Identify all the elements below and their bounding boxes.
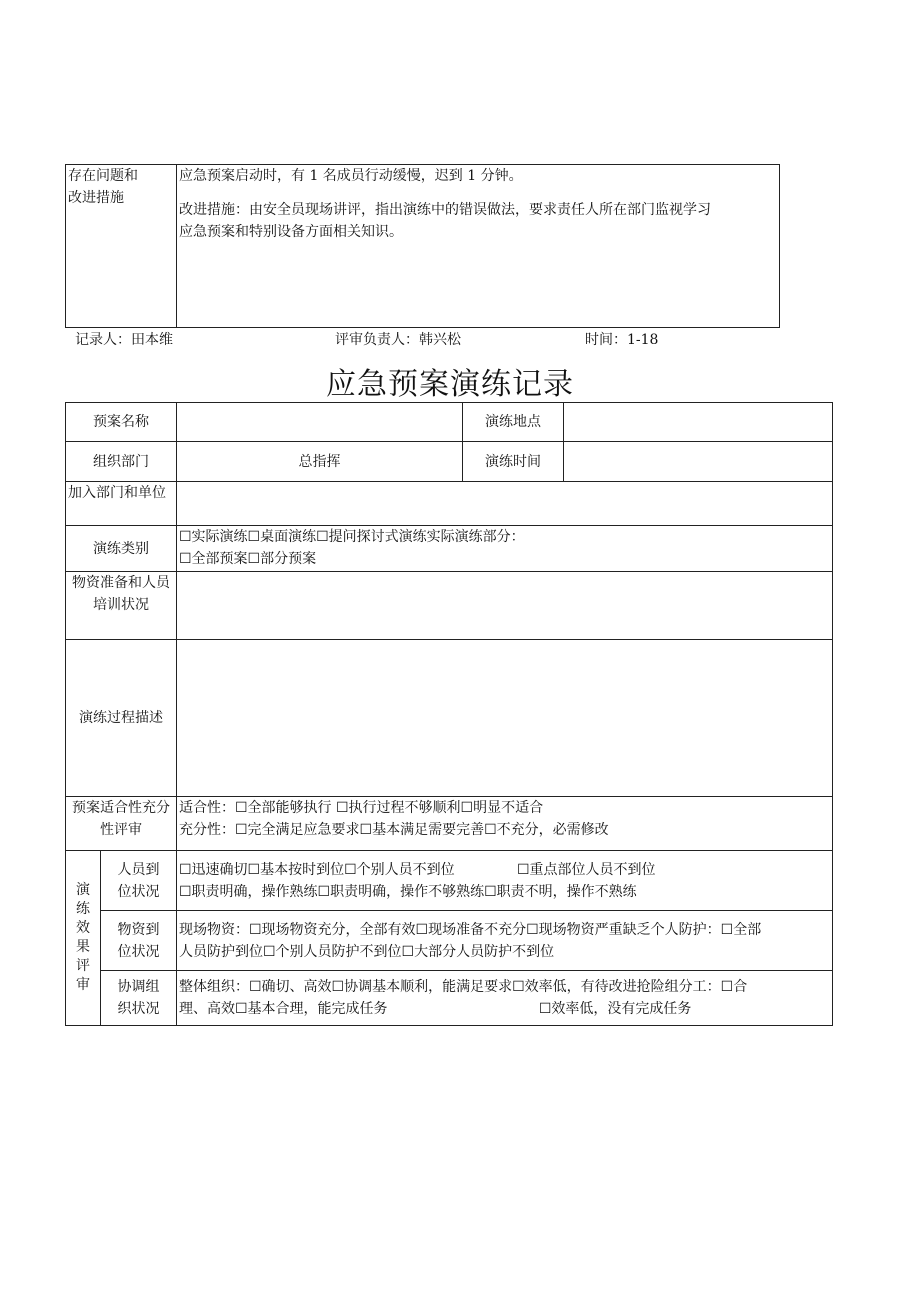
drill-time-value: [564, 442, 833, 482]
reviewer: 评审负责人：韩兴松: [335, 332, 461, 348]
coordination-line2: 理、高效☐基本合理，能完成任务 ☐效率低，没有完成任务: [179, 1001, 692, 1017]
coordination-label-line1: 协调组: [117, 979, 160, 995]
effect-label-char: 评: [76, 958, 90, 974]
effect-label-char: 效: [76, 920, 90, 936]
location-value: [564, 403, 833, 442]
materials-label-line2: 位状况: [117, 943, 160, 960]
prep-value: [177, 572, 833, 640]
suitability-label-line2: 性评审: [100, 822, 142, 838]
participants-label: 加入部门和单位: [66, 482, 177, 526]
materials-line1: 现场物资：☐现场物资充分，全部有效☐现场准备不充分☐现场物资严重缺乏个人防护：☐全部: [179, 921, 762, 938]
record-time: 时间：1-18: [585, 332, 659, 348]
problems-table: [65, 164, 780, 328]
materials-label-line1: 物资到: [117, 921, 160, 938]
coordination-options: [177, 971, 833, 1026]
commander-label: 总指挥: [177, 442, 463, 482]
personnel-line1: ☐迅速确切☐基本按时到位☐个别人员不到位 ☐重点部位人员不到位: [179, 861, 656, 878]
suitability-line1: 适合性：☐全部能够执行 ☐执行过程不够顺利☐明显不适合: [179, 800, 544, 816]
personnel-label-line1: 人员到: [117, 861, 160, 878]
category-line1: ☐实际演练☐桌面演练☐提问探讨式演练实际演练部分：: [179, 529, 525, 545]
effect-label-char: 练: [76, 901, 90, 917]
problems-content: [177, 165, 780, 328]
prep-label: [66, 572, 177, 640]
problems-label: [66, 165, 177, 328]
suitability-label-line1: 预案适合性充分: [72, 800, 170, 816]
personnel-line2: ☐职责明确，操作熟练☐职责明确，操作不够熟练☐职责不明，操作不熟练: [179, 883, 637, 900]
drill-record-table: [65, 402, 833, 1026]
coordination-label-line2: 织状况: [117, 1001, 160, 1017]
participants-value: [177, 482, 833, 526]
problems-measure-line1: 改进措施：由安全员现场讲评，指出演练中的错误做法，要求责任人所在部门监视学习: [179, 202, 711, 218]
drill-time-label: 演练时间: [463, 442, 564, 482]
problems-label-line1: 存在问题和: [68, 168, 138, 184]
prep-label-line1: 物资准备和人员: [72, 575, 170, 591]
process-label: 演练过程描述: [66, 640, 177, 797]
personnel-options: [177, 851, 833, 911]
personnel-label: [101, 851, 177, 911]
problems-issue: 应急预案启动时，有 1 名成员行动缓慢，迟到 1 分钟。: [179, 168, 523, 184]
materials-line2: 人员防护到位☐个别人员防护不到位☐大部分人员防护不到位: [179, 943, 555, 960]
coordination-label: [101, 971, 177, 1026]
suitability-line2: 充分性：☐完全满足应急要求☐基本满足需要完善☐不充分，必需修改: [179, 822, 609, 838]
category-label: 演练类别: [66, 526, 177, 572]
location-label: 演练地点: [463, 403, 564, 442]
coordination-line1: 整体组织：☐确切、高效☐协调基本顺利，能满足要求☐效率低，有待改进抢险组分工：☐合: [179, 979, 748, 995]
page-title: 应急预案演练记录: [326, 367, 574, 402]
materials-label: [101, 911, 177, 971]
category-options: [177, 526, 833, 572]
department-label: 组织部门: [66, 442, 177, 482]
effect-label-char: 演: [76, 882, 90, 898]
plan-name-value: [177, 403, 463, 442]
personnel-label-line2: 位状况: [117, 883, 160, 900]
effect-label-char: 果: [76, 939, 90, 955]
recorder: 记录人：田本维: [75, 332, 173, 348]
category-line2: ☐全部预案☐部分预案: [179, 551, 317, 567]
plan-name-label: 预案名称: [66, 403, 177, 442]
problems-measure-line2: 应急预案和特别设备方面相关知识。: [179, 224, 403, 240]
problems-label-line2: 改进措施: [68, 190, 124, 206]
prep-label-line2: 培训状况: [93, 597, 149, 613]
process-value: [177, 640, 833, 797]
effect-label-char: 审: [76, 977, 90, 993]
materials-options: [177, 911, 833, 971]
suitability-label: [66, 797, 177, 851]
effect-label: [66, 851, 101, 1026]
suitability-options: [177, 797, 833, 851]
